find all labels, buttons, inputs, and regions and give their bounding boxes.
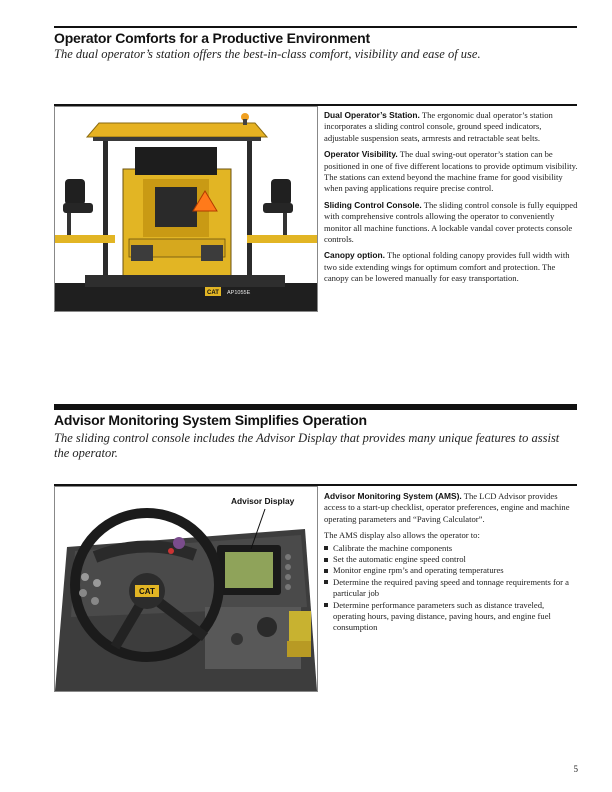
paver-badge-text: CAT — [207, 290, 219, 296]
paver-operator-station-photo — [54, 106, 318, 312]
section1-subtitle: The dual operator’s station offers the best-in-class comfort, visibility and ease of use. — [54, 47, 481, 61]
list-item: Calibrate the machine components — [324, 543, 578, 554]
paragraph-ams — [324, 491, 578, 525]
paragraph-visibility — [324, 149, 578, 195]
list-item: Determine performance parameters such as distance traveled, operating hours, paving distance, paving hours, and engine fuel consumption — [324, 600, 578, 634]
section1-text-column — [324, 110, 578, 290]
control-console-photo — [54, 486, 318, 692]
section1-top-rule — [54, 26, 577, 28]
page-number: 5 — [573, 764, 578, 774]
paragraph-body: The optional folding canopy provides full width with two side extending wings for optimum comfort and protection. The canopy can be lowered manually for easy transportation. — [324, 250, 570, 284]
paragraph-body: The LCD Advisor provides access to a start-up checklist, operator preferences, engine and machine operating parameters and “Paving Calculator”. — [324, 491, 570, 524]
paragraph-lead: Operator Visibility. — [324, 149, 398, 160]
console-illustration — [55, 487, 317, 691]
section1-title: Operator Comforts for a Productive Environment — [54, 30, 370, 46]
paver-illustration — [55, 107, 317, 311]
paver-model-text: AP1055E — [227, 290, 251, 296]
paragraph-lead: Advisor Monitoring System (AMS). — [324, 491, 462, 501]
ams-list-intro: The AMS display also allows the operator to: — [324, 530, 480, 541]
ams-feature-list — [324, 543, 578, 634]
paragraph-canopy — [324, 250, 578, 284]
paragraph-dual-station — [324, 110, 578, 144]
advisor-display-callout: Advisor Display — [231, 496, 295, 506]
section2-top-rule — [54, 404, 577, 410]
list-item: Monitor engine rpm’s and operating temperatures — [324, 565, 578, 576]
section2-subtitle: The sliding control console includes the Advisor Display that provides many unique features to assist the operator. — [54, 431, 560, 460]
paragraph-lead: Canopy option. — [324, 250, 385, 261]
paragraph-body: The ergonomic dual operator’s station incorporates a sliding control console, ground speed indicators, adjustable suspension seats, armrests and retractable seat belts. — [324, 110, 553, 143]
paragraph-sliding-console — [324, 200, 578, 246]
list-item: Set the automatic engine speed control — [324, 554, 578, 565]
section2-text-column — [324, 491, 578, 634]
paragraph-lead: Dual Operator’s Station. — [324, 110, 420, 120]
list-item: Determine the required paving speed and tonnage requirements for a particular job — [324, 577, 578, 600]
paragraph-body: The sliding control console is fully equipped with comprehensive controls allowing the operator to conveniently monitor all machine functions. A lockable vandal cover protects console controls. — [324, 199, 578, 245]
paragraph-lead: Sliding Control Console. — [324, 199, 422, 210]
wheel-badge-text: CAT — [139, 587, 155, 596]
paragraph-body: The dual swing-out operator’s station can be positioned in one of five different locations to provide optimum visibility. The stations can extend beyond the machine frame for good visibility when paving applications require precise control. — [324, 149, 578, 194]
section2-title: Advisor Monitoring System Simplifies Operation — [54, 412, 367, 428]
